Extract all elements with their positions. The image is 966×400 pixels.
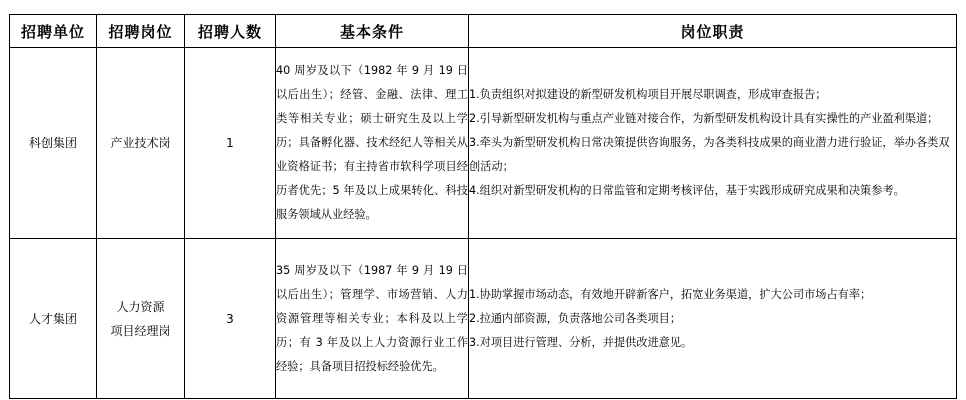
cell-count: 3	[185, 239, 276, 399]
duty-item: 2.拉通内部资源，负责落地公司各类项目；	[469, 311, 682, 325]
cell-conditions: 35 周岁及以下（1987 年 9 月 19 日以后出生）；管理学、市场营销、人力资源管理等相关专业；本科及以上学历；有 3 年及以上人力资源行业工作经验；具备项目招投标经验优先。	[276, 239, 469, 399]
post-label: 人力资源	[116, 299, 165, 314]
post-label: 产业技术岗	[110, 136, 171, 151]
cell-duties	[469, 239, 957, 399]
cell-duties	[469, 48, 957, 239]
cell-unit: 科创集团	[10, 48, 97, 239]
table-row	[10, 239, 957, 399]
duty-item: 1.协助掌握市场动态，有效地开辟新客户，拓宽业务渠道，扩大公司市场占有率；	[469, 287, 872, 301]
cell-unit: 人才集团	[10, 239, 97, 399]
duty-item: 2.引导新型研发机构与重点产业链对接合作，为新型研发机构设计具有实操性的产业盈利渠道；	[469, 112, 939, 126]
header-row	[10, 15, 957, 48]
header-duties: 岗位职责	[469, 15, 957, 48]
header-unit: 招聘单位	[10, 15, 97, 48]
duty-item: 4.组织对新型研发机构的日常监管和定期考核评估，基于实践形成研究成果和决策参考。	[469, 184, 905, 198]
cell-post	[97, 239, 185, 399]
cell-conditions: 40 周岁及以下（1982 年 9 月 19 日以后出生）；经管、金融、法律、理工类等相关专业；硕士研究生及以上学历；具备孵化器、技术经纪人等相关从业资格证书；有主持省市软科学项目经历者优先；5 年及以上成果转化、科技服务领域从业经验。	[276, 48, 469, 239]
recruitment-table	[9, 14, 957, 399]
duty-item: 1.负责组织对拟建设的新型研发机构项目开展尽职调查，形成审查报告；	[469, 88, 827, 102]
table-row	[10, 48, 957, 239]
header-count: 招聘人数	[185, 15, 276, 48]
cell-post	[97, 48, 185, 239]
header-post: 招聘岗位	[97, 15, 185, 48]
cell-count: 1	[185, 48, 276, 239]
post-label-line2: 项目经理岗	[110, 323, 171, 338]
header-conditions: 基本条件	[276, 15, 469, 48]
duty-item: 3.对项目进行管理、分析，并提供改进意见。	[469, 335, 693, 349]
duty-item: 3.牵头为新型研发机构日常决策提供咨询服务，为各类科技成果的商业潜力进行验证，举办各类双创活动；	[469, 136, 950, 174]
